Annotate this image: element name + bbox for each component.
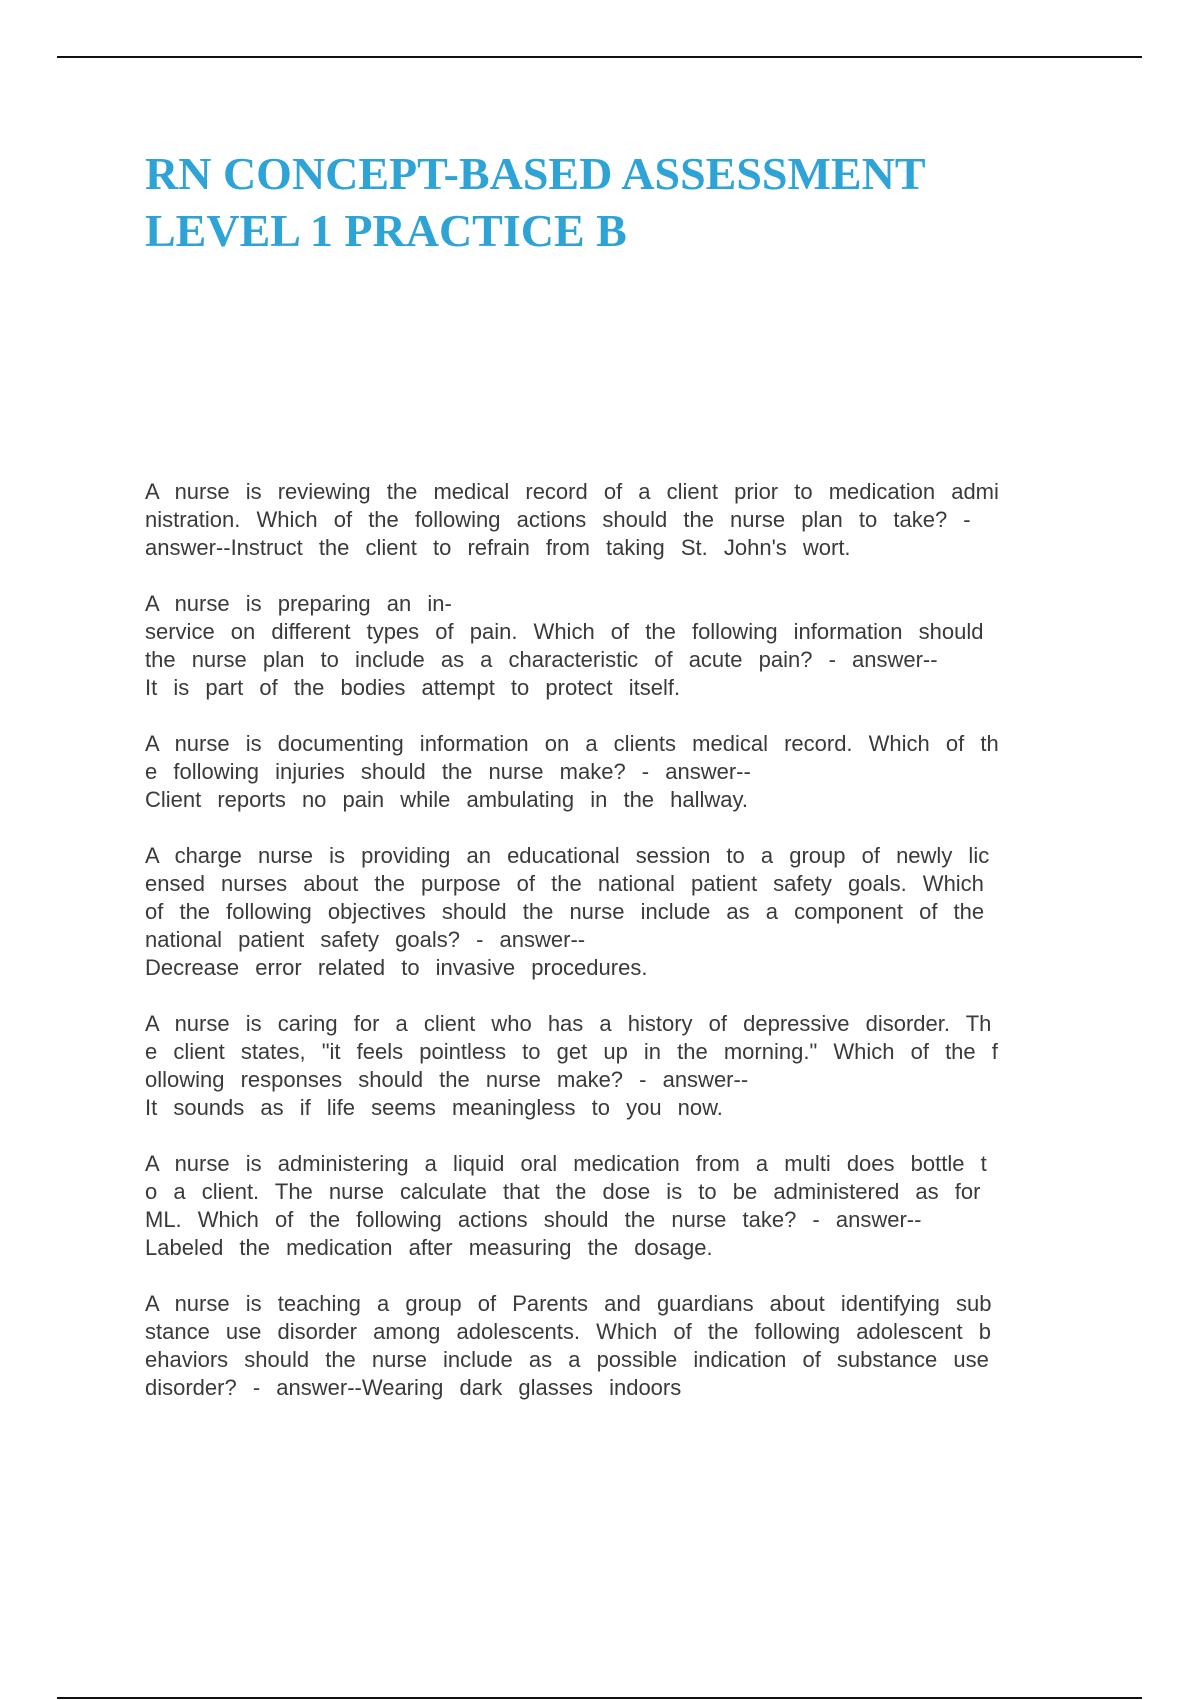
qa-line: A nurse is caring for a client who has a history of depressive disorder. Th — [145, 1011, 992, 1036]
qa-line: A nurse is documenting information on a clients medical record. Which of th — [145, 731, 999, 756]
title-line-2: LEVEL 1 PRACTICE B — [145, 205, 627, 256]
qa-item — [145, 590, 1090, 702]
qa-line: ehaviors should the nurse include as a possible indication of substance use — [145, 1347, 989, 1372]
qa-line: Decrease error related to invasive procedures. — [145, 955, 648, 980]
qa-line: e following injuries should the nurse make? - answer-- — [145, 759, 751, 784]
qa-line: nistration. Which of the following actions should the nurse plan to take? - — [145, 507, 971, 532]
qa-item — [145, 730, 1090, 814]
qa-line: It sounds as if life seems meaningless to you now. — [145, 1095, 723, 1120]
qa-line: ollowing responses should the nurse make? - answer-- — [145, 1067, 749, 1092]
qa-line: Client reports no pain while ambulating in the hallway. — [145, 787, 748, 812]
qa-line: of the following objectives should the nurse include as a component of the — [145, 899, 985, 924]
qa-line: disorder? - answer--Wearing dark glasses indoors — [145, 1375, 682, 1400]
qa-line: A nurse is reviewing the medical record of a client prior to medication admi — [145, 479, 999, 504]
qa-line: o a client. The nurse calculate that the dose is to be administered as for — [145, 1179, 981, 1204]
qa-item — [145, 842, 1090, 982]
qa-line: e client states, "it feels pointless to get up in the morning." Which of the f — [145, 1039, 998, 1064]
qa-item — [145, 478, 1090, 562]
qa-line: A charge nurse is providing an educational session to a group of newly lic — [145, 843, 990, 868]
qa-line: ML. Which of the following actions should the nurse take? - answer-- — [145, 1207, 922, 1232]
qa-line: A nurse is teaching a group of Parents and guardians about identifying sub — [145, 1291, 992, 1316]
qa-line: service on different types of pain. Which of the following information should — [145, 619, 984, 644]
qa-item — [145, 1290, 1090, 1402]
qa-line: Labeled the medication after measuring the dosage. — [145, 1235, 713, 1260]
qa-line: A nurse is administering a liquid oral medication from a multi does bottle t — [145, 1151, 987, 1176]
qa-line: the nurse plan to include as a characteristic of acute pain? - answer-- — [145, 647, 938, 672]
qa-line: A nurse is preparing an in- — [145, 591, 452, 616]
document-title — [145, 145, 1145, 259]
qa-line: stance use disorder among adolescents. Which of the following adolescent b — [145, 1319, 991, 1344]
qa-line: ensed nurses about the purpose of the national patient safety goals. Which — [145, 871, 984, 896]
title-line-1: RN CONCEPT-BASED ASSESSMENT — [145, 148, 926, 199]
qa-item — [145, 1150, 1090, 1262]
qa-item — [145, 1010, 1090, 1122]
qa-line: answer--Instruct the client to refrain from taking St. John's wort. — [145, 535, 851, 560]
question-answer-list — [145, 478, 1090, 1430]
top-rule — [57, 56, 1142, 58]
qa-line: national patient safety goals? - answer-- — [145, 927, 586, 952]
qa-line: It is part of the bodies attempt to protect itself. — [145, 675, 681, 700]
bottom-rule — [57, 1697, 1142, 1699]
